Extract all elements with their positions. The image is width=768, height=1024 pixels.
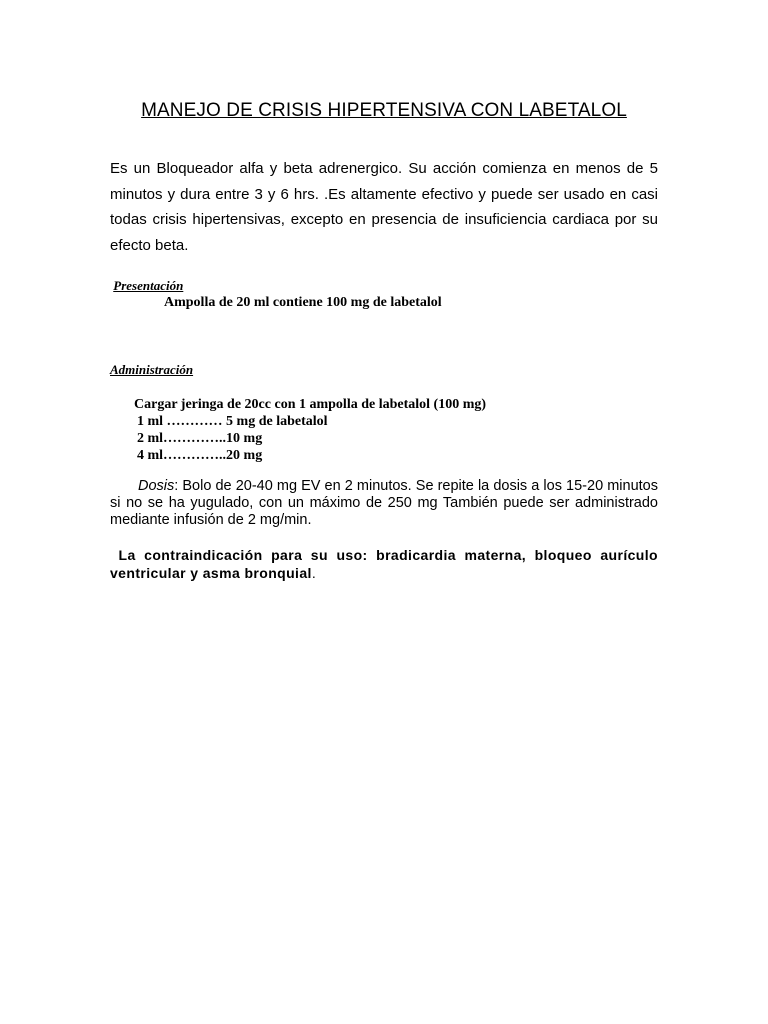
presentacion-heading xyxy=(110,278,183,294)
administracion-line: 1 ml ………… 5 mg de labetalol xyxy=(137,414,328,429)
presentacion-text: Ampolla de 20 ml contiene 100 mg de labetalol xyxy=(164,295,442,310)
dosis-paragraph xyxy=(110,478,658,529)
administracion-line: Cargar jeringa de 20cc con 1 ampolla de labetalol (100 mg) xyxy=(134,397,487,412)
contraindicacion-end: . xyxy=(311,565,317,581)
administracion-line: 4 ml…………..20 mg xyxy=(137,448,263,463)
administracion-list xyxy=(134,396,486,464)
contraindicacion-paragraph xyxy=(110,546,658,582)
contraindicacion-text: La contraindicación para su uso: bradicardia materna, bloqueo aurículo ventricular y asma bronquial xyxy=(110,547,658,581)
dosis-label: Dosis xyxy=(138,478,175,494)
intro-paragraph: Es un Bloqueador alfa y beta adrenergico. Su acción comienza en menos de 5 minutos y dura entre 3 y 6 hrs. .Es altamente efectivo y puede ser usado en casi todas crisis hipertensivas, excepto en presencia de insuficiencia cardiaca por su efecto beta. xyxy=(110,160,658,254)
administracion-heading: Administración xyxy=(110,362,194,377)
document-title: MANEJO DE CRISIS HIPERTENSIVA CON LABETALOL xyxy=(141,100,627,121)
administracion-line: 2 ml…………..10 mg xyxy=(137,431,263,446)
presentacion-heading-label: Presentación xyxy=(113,278,184,293)
dosis-text: : Bolo de 20-40 mg EV en 2 minutos. Se repite la dosis a los 15-20 minutos si no se ha yugulado, con un máximo de 250 mg También puede ser administrado mediante infusión de 2 mg/min. xyxy=(110,478,658,528)
